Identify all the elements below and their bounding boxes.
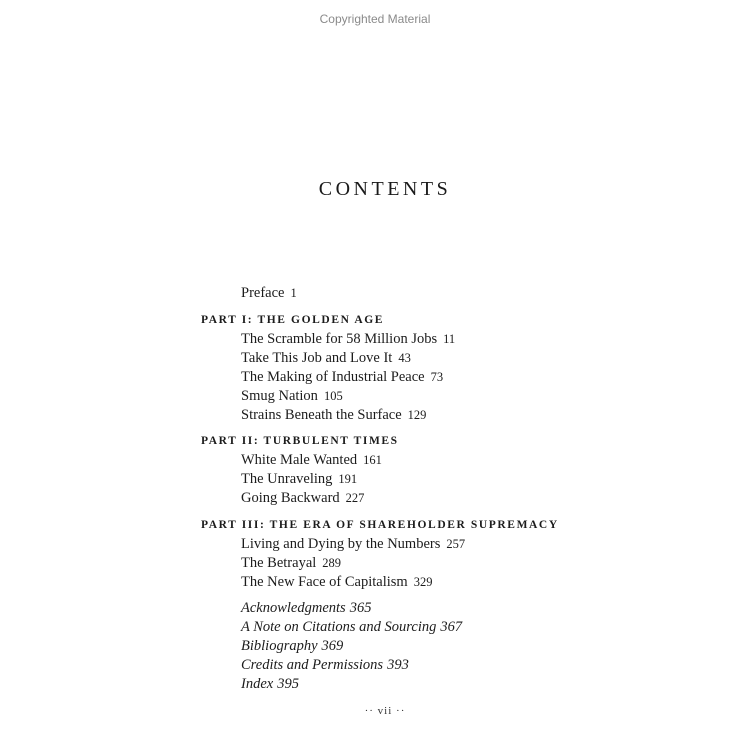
toc-entry-page: 395	[277, 676, 299, 692]
toc-entry-page: 329	[413, 575, 433, 589]
page-folio: ·· vii ··	[364, 705, 406, 717]
toc-entry-page: 369	[321, 638, 344, 654]
part-heading-2: PART II: TURBULENT TIMES	[201, 435, 399, 447]
toc-entry-page: 161	[363, 453, 382, 467]
toc-entry-title: Bibliography	[241, 638, 318, 654]
toc-entry-page: 257	[446, 537, 466, 551]
part-heading-3: PART III: THE ERA OF SHAREHOLDER SUPREMACY	[201, 519, 559, 531]
toc-entry-title: Preface	[241, 285, 285, 301]
toc-entry-title: A Note on Citations and Sourcing	[241, 619, 437, 635]
toc-entry-title: Smug Nation	[241, 388, 318, 404]
toc-entry-page: 393	[387, 657, 409, 673]
toc-entry-title: The Scramble for 58 Million Jobs	[241, 331, 438, 347]
toc-entry-page: 367	[440, 619, 463, 635]
toc-entry-title: Going Backward	[241, 490, 340, 506]
toc-entry-page: 1	[290, 286, 297, 300]
toc-entry-page: 227	[345, 491, 365, 505]
toc-entry-title: Credits and Permissions	[241, 657, 384, 673]
toc-entry-title: The Making of Industrial Peace	[241, 369, 425, 385]
copyright-watermark: Copyrighted Material	[319, 12, 431, 26]
toc-entry-page: 105	[323, 389, 343, 403]
page-title: CONTENTS	[318, 178, 452, 200]
toc-entry-title: Strains Beneath the Surface	[241, 407, 402, 423]
toc-entry-title: Index	[241, 676, 274, 692]
toc-entry-title: The New Face of Capitalism	[241, 574, 408, 590]
toc-entry-page: 43	[398, 351, 411, 365]
toc-entry-page: 73	[430, 370, 444, 384]
toc-entry-page: 289	[322, 556, 342, 570]
toc-entry-page: 11	[443, 332, 456, 346]
toc-entry-title: Acknowledgments	[241, 600, 346, 616]
part-heading-1: PART I: THE GOLDEN AGE	[201, 314, 385, 326]
toc-entry-page: 129	[407, 408, 427, 422]
toc-entry-page: 365	[349, 600, 372, 616]
toc-entry-title: Take This Job and Love It	[241, 350, 393, 366]
toc-entry-title: The Betrayal	[241, 555, 317, 571]
toc-entry-title: White Male Wanted	[241, 452, 358, 468]
toc-entry-page: 191	[338, 472, 358, 486]
toc-entry-title: The Unraveling	[241, 471, 333, 487]
toc-entry-title: Living and Dying by the Numbers	[241, 536, 441, 552]
